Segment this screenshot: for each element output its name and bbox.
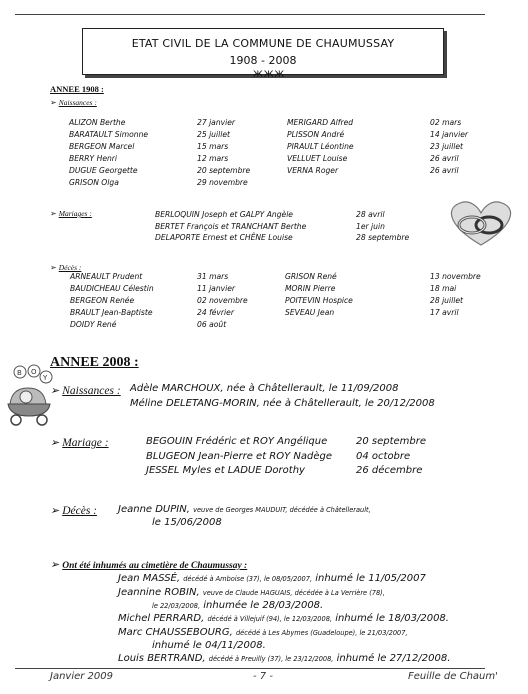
list-item: Jeannine ROBIN, veuve de Claude HAGUAIS, décédée à La Verrière (78), bbox=[118, 587, 385, 598]
page-subtitle-years: 1908 - 2008 bbox=[229, 54, 297, 67]
list-item: ARNEAULT Prudent bbox=[70, 272, 143, 281]
list-item: VELLUET Louise bbox=[287, 154, 348, 163]
heading-2008: ANNEE 2008 : bbox=[50, 355, 139, 370]
list-item: GRISON Olga bbox=[69, 178, 119, 187]
list-item: BAUDICHEAU Célestin bbox=[70, 284, 154, 293]
list-item-date: 24 février bbox=[197, 308, 234, 317]
arrow-icon: ➢ bbox=[50, 209, 57, 218]
list-item: BERRY Henri bbox=[69, 154, 118, 163]
list-item-date: 11 janvier bbox=[197, 284, 236, 293]
section-mariage-2008 bbox=[50, 436, 109, 449]
wedding-rings-icon bbox=[440, 195, 522, 251]
footer-publication: Feuille de Chaum' bbox=[408, 671, 498, 682]
baby-letter: O bbox=[31, 368, 37, 376]
list-item: SEVEAU Jean bbox=[285, 308, 335, 317]
list-item-date: 25 juillet bbox=[197, 130, 230, 139]
section-inhumes bbox=[50, 558, 247, 571]
footer-page-number: - 7 - bbox=[253, 671, 273, 682]
list-item: Marc CHAUSSEBOURG, décédé à Les Abymes (Guadeloupe), le 21/03/2007, bbox=[118, 627, 408, 638]
list-item: BERLOQUIN Joseph et GALPY Angèle bbox=[155, 210, 293, 219]
section-mariages-1908 bbox=[50, 209, 92, 218]
arrow-icon: ➢ bbox=[50, 98, 57, 107]
list-item: DOIDY René bbox=[70, 320, 117, 329]
list-item: Méline DELETANG-MORIN, née à Châtellerault, le 20/12/2008 bbox=[130, 398, 435, 409]
list-item: POITEVIN Hospice bbox=[285, 296, 353, 305]
section-label: Naissances : bbox=[62, 385, 121, 397]
list-item-date: 28 avril bbox=[356, 210, 385, 219]
list-item: MERIGARD Alfred bbox=[287, 118, 354, 127]
list-item-date: 28 septembre bbox=[356, 233, 410, 242]
list-item: JESSEL Myles et LADUE Dorothy bbox=[146, 465, 305, 476]
list-item-date: 20 septembre bbox=[197, 166, 251, 175]
section-label: Mariages : bbox=[58, 209, 92, 218]
list-item: BERGEON Renée bbox=[70, 296, 135, 305]
list-item-date: 04 octobre bbox=[356, 451, 411, 462]
list-item: VERNA Roger bbox=[287, 166, 339, 175]
list-item: Michel PERRARD, décédé à Villejuif (94), le 12/03/2008, inhumé le 18/03/2008. bbox=[118, 613, 449, 624]
baby-letter: B bbox=[17, 369, 22, 377]
list-item-date: 20 septembre bbox=[356, 436, 427, 447]
list-item-date: 15 mars bbox=[197, 142, 229, 151]
arrow-icon: ➢ bbox=[50, 385, 60, 397]
deces-2008-date: le 15/06/2008 bbox=[152, 517, 222, 528]
list-item-date: 1er juin bbox=[356, 222, 385, 231]
list-item-cont: le 22/03/2008, inhumée le 28/03/2008. bbox=[152, 600, 324, 611]
section-label: Décès : bbox=[62, 505, 98, 517]
list-item-date: 26 avril bbox=[430, 166, 459, 175]
title-box bbox=[82, 28, 444, 75]
list-item-date: 26 avril bbox=[430, 154, 459, 163]
section-label: Mariage : bbox=[62, 437, 109, 449]
list-item: DELAPORTE Ernest et CHÊNE Louise bbox=[155, 233, 293, 242]
list-item: BARATAULT Simonne bbox=[69, 130, 149, 139]
list-item-date: 02 mars bbox=[430, 118, 462, 127]
list-item: Jean MASSÉ, décédé à Amboise (37), le 08/05/2007, inhumé le 11/05/2007 bbox=[118, 573, 426, 584]
list-item-date: 02 novembre bbox=[197, 296, 248, 305]
list-item: PIRAULT Léontine bbox=[287, 142, 354, 151]
list-item-date: 26 décembre bbox=[356, 465, 423, 476]
section-deces-1908 bbox=[50, 263, 81, 272]
list-item-date: 17 avril bbox=[430, 308, 459, 317]
list-item: DUGUE Georgette bbox=[69, 166, 138, 175]
list-item-date: 23 juillet bbox=[430, 142, 463, 151]
section-naissances-2008 bbox=[50, 384, 121, 397]
list-item: PLISSON André bbox=[287, 130, 345, 139]
person-name: Jeanne DUPIN, bbox=[118, 504, 190, 515]
list-item: ALIZON Berthe bbox=[69, 118, 126, 127]
arrow-icon: ➢ bbox=[50, 263, 57, 272]
list-item-date: 12 mars bbox=[197, 154, 229, 163]
list-item: GRISON René bbox=[285, 272, 337, 281]
section-deces-2008 bbox=[50, 504, 97, 517]
list-item-date: 14 janvier bbox=[430, 130, 469, 139]
list-item-date: 13 novembre bbox=[430, 272, 481, 281]
page-title: ETAT CIVIL DE LA COMMUNE DE CHAUMUSSAY bbox=[131, 37, 395, 50]
list-item-date: 28 juillet bbox=[430, 296, 463, 305]
list-item-date: 06 août bbox=[197, 320, 227, 329]
arrow-icon: ➢ bbox=[50, 559, 60, 571]
section-label: Naissances : bbox=[58, 98, 97, 107]
arrow-icon: ➢ bbox=[50, 437, 60, 449]
list-item: MORIN Pierre bbox=[285, 284, 336, 293]
arrow-icon: ➢ bbox=[50, 505, 60, 517]
list-item-date: 29 novembre bbox=[197, 178, 248, 187]
list-item: Adèle MARCHOUX, née à Châtellerault, le 11/09/2008 bbox=[130, 383, 399, 394]
section-label: Décès : bbox=[58, 263, 82, 272]
list-item-cont: inhumé le 04/11/2008. bbox=[152, 640, 266, 651]
deces-2008-entry bbox=[118, 504, 371, 515]
section-label: Ont été inhumés au cimetière de Chaumussay : bbox=[62, 561, 248, 571]
section-naissances-1908 bbox=[50, 98, 97, 107]
list-item-date: 18 mai bbox=[430, 284, 457, 293]
list-item: BEGOUIN Frédéric et ROY Angélique bbox=[146, 436, 328, 447]
baby-letter: Y bbox=[43, 374, 48, 382]
list-item: BRAULT Jean-Baptiste bbox=[70, 308, 153, 317]
bottom-rule bbox=[15, 668, 485, 669]
footer-date: Janvier 2009 bbox=[50, 671, 114, 682]
top-rule bbox=[15, 14, 485, 15]
heading-1908: ANNEE 1908 : bbox=[50, 84, 104, 94]
list-item: BLUGEON Jean-Pierre et ROY Nadège bbox=[146, 451, 333, 462]
person-detail: veuve de Georges MAUDUIT, décédée à Châtellerault, bbox=[193, 506, 371, 514]
list-item-date: 27 janvier bbox=[197, 118, 236, 127]
list-item-date: 31 mars bbox=[197, 272, 229, 281]
list-item: BERTET François et TRANCHANT Berthe bbox=[155, 222, 307, 231]
title-ornament: ЖЖЖ bbox=[253, 70, 286, 80]
list-item: Louis BERTRAND, décédé à Preuilly (37), le 23/12/2008, inhumé le 27/12/2008. bbox=[118, 653, 451, 664]
baby-stroller-icon bbox=[4, 364, 54, 430]
list-item: BERGEON Marcel bbox=[69, 142, 135, 151]
